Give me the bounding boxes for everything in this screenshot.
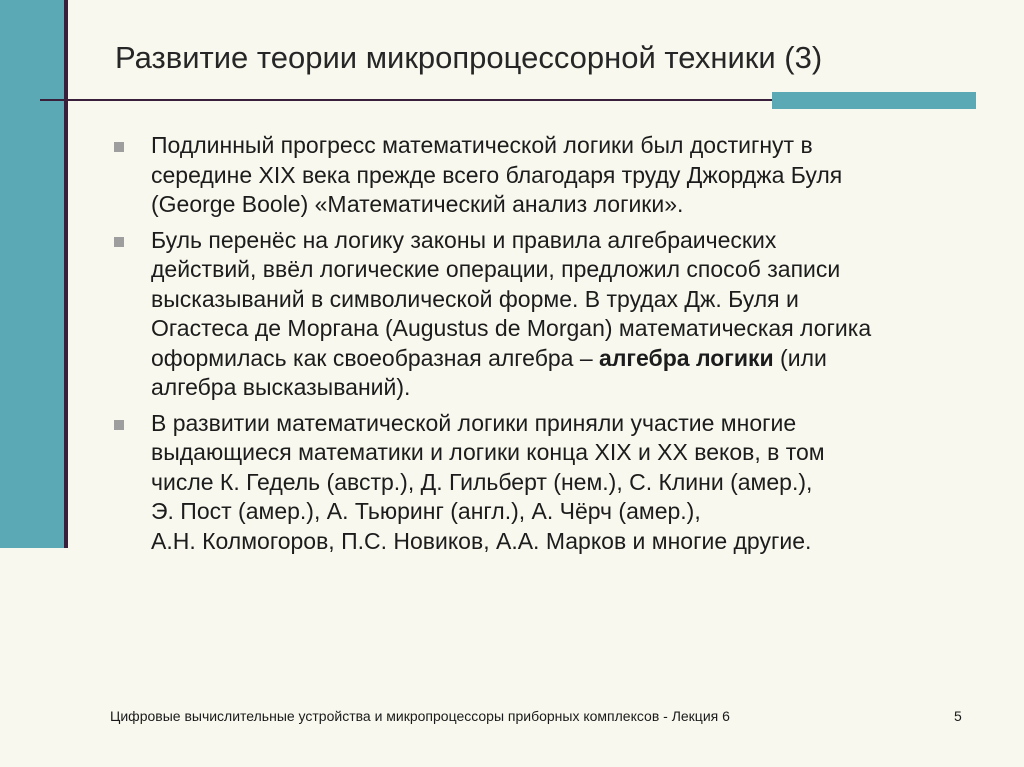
bullet-item-2 — [112, 226, 992, 403]
square-bullet-icon — [114, 420, 124, 430]
bullet-line: Э. Пост (амер.), А. Тьюринг (англ.), А. Чёрч (амер.), — [151, 498, 701, 524]
bullet-item-1 — [112, 131, 992, 220]
page-number: 5 — [954, 708, 962, 724]
bullet-line: числе К. Гедель (австр.), Д. Гильберт (нем.), С. Клини (амер.), — [151, 468, 813, 495]
bullet-line: (George Boole) «Математический анализ логики». — [151, 191, 684, 217]
left-accent-bar — [0, 0, 64, 548]
bullet-line: В развитии математической логики приняли участие многие — [151, 409, 797, 436]
bullet-line: выдающиеся математики и логики конца XIX и XX веков, в том — [151, 439, 825, 465]
bullet-line: середине XIX века прежде всего благодаря труду Джорджа Буля — [151, 161, 843, 188]
slide-title: Развитие теории микропроцессорной техники (3) — [115, 40, 823, 75]
bullet-list — [112, 131, 992, 562]
square-bullet-icon — [114, 142, 124, 152]
bullet-line: Подлинный прогресс математической логики был достигнут в — [151, 132, 813, 158]
bullet-text: (или — [773, 344, 827, 371]
bullet-text: оформилась как своеобразная алгебра – — [151, 344, 600, 371]
bullet-line — [151, 344, 992, 374]
left-divider-line — [64, 0, 68, 548]
bullet-line: А.Н. Колмогоров, П.С. Новиков, А.А. Марков и многие другие. — [151, 527, 812, 554]
bullet-line: Буль перенёс на логику законы и правила алгебраических — [151, 226, 777, 253]
bullet-line: высказываний в символической форме. В трудах Дж. Буля и — [151, 285, 799, 312]
bullet-line: Огастеса де Моргана (Augustus de Morgan) математическая логика — [151, 315, 872, 341]
square-bullet-icon — [114, 237, 124, 247]
bullet-item-3 — [112, 409, 992, 557]
bullet-line: алгебра высказываний). — [151, 374, 411, 400]
title-accent-block — [772, 92, 976, 109]
bullet-line: действий, ввёл логические операции, предложил способ записи — [151, 256, 841, 282]
bold-term: алгебра логики — [599, 344, 774, 371]
slide-footer: Цифровые вычислительные устройства и микропроцессоры приборных комплексов - Лекция 6 — [110, 708, 730, 724]
